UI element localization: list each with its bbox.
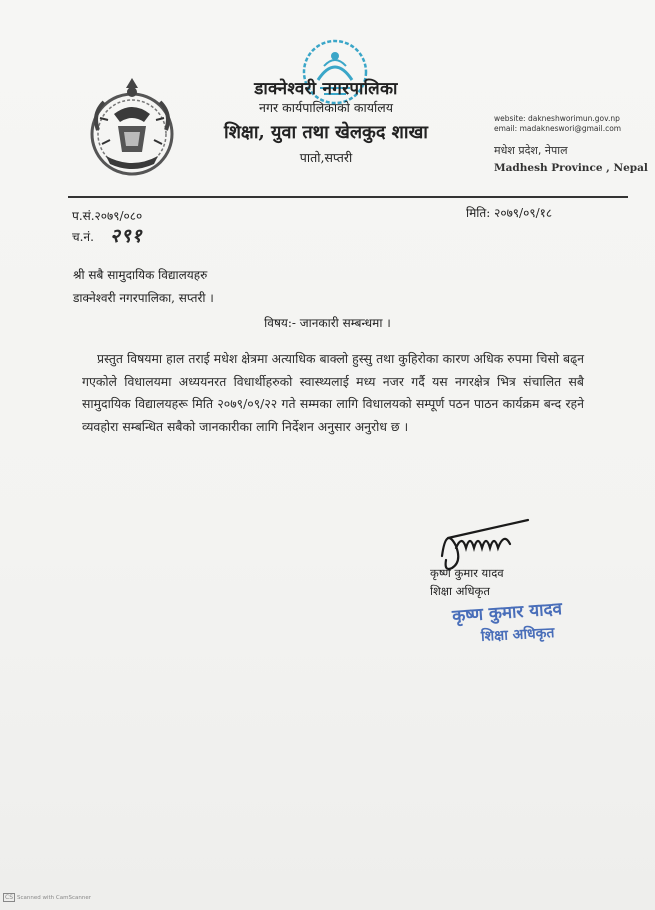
signatory-name: कृष्ण कुमार यादव <box>430 566 504 580</box>
nepal-government-emblem-icon <box>84 74 180 180</box>
camscanner-text: Scanned with CamScanner <box>17 895 91 901</box>
website-text: website: dakneshworimun.gov.np <box>494 114 620 123</box>
addressee-line-1: श्री सबै सामुदायिक विद्यालयहरु <box>73 268 208 282</box>
official-stamp-name: कृष्ण कुमार यादव <box>451 599 563 627</box>
office-location: पातो,सप्तरी <box>299 150 353 165</box>
dispatch-number: २९१ <box>110 225 143 247</box>
camscanner-badge: CS <box>5 894 13 901</box>
province-english: Madhesh Province , Nepal <box>494 162 648 174</box>
official-stamp-title: शिक्षा अधिकृत <box>480 625 555 645</box>
dispatch-label: च.नं. <box>72 230 94 244</box>
addressee-line-2: डाक्नेश्वरी नगरपालिका, सप्तरी । <box>73 291 214 305</box>
reference-number: प.सं.२०७९/०८० <box>72 209 143 223</box>
header-divider <box>68 196 628 198</box>
province-nepali: मधेश प्रदेश, नेपाल <box>494 144 568 157</box>
letter-subject: विषय:- जानकारी सम्बन्धमा । <box>264 316 391 330</box>
branch-name: शिक्षा, युवा तथा खेलकुद शाखा <box>224 122 428 143</box>
office-name: नगर कार्यपालिकाको कार्यालय <box>259 100 393 115</box>
scanner-watermark <box>3 893 91 902</box>
letter-date: मिति: २०७९/०९/१८ <box>466 206 553 220</box>
municipality-name: डाक्नेश्वरी नगरपालिका <box>254 79 398 99</box>
letter-body: प्रस्तुत विषयमा हाल तराई मधेश क्षेत्रमा अत्याधिक बाक्लो हुस्सु तथा कुहिरोका कारण अधिक रुपमा चिसो बढ्न गएकोले विधालयमा अध्ययनरत विधार्थीहरुको स्वास्थ्यलाई मध्य नजर गर्दै यस नगरक्षेत्र भित्र संचालित सबै सामुदायिक विद्यालयहरू मिति २०७९/०९/२२ गते सम्मका लागि विधालयको सम्पूर्ण पठन पाठन कार्यक्रम बन्द रहने व्यवहोरा सम्बन्धित सबैको जानकारीका लागि निर्देशन अनुसार अनुरोध छ । <box>82 351 584 434</box>
signatory-title: शिक्षा अधिकृत <box>430 584 490 598</box>
email-text: email: madakneswori@gmail.com <box>494 124 622 133</box>
